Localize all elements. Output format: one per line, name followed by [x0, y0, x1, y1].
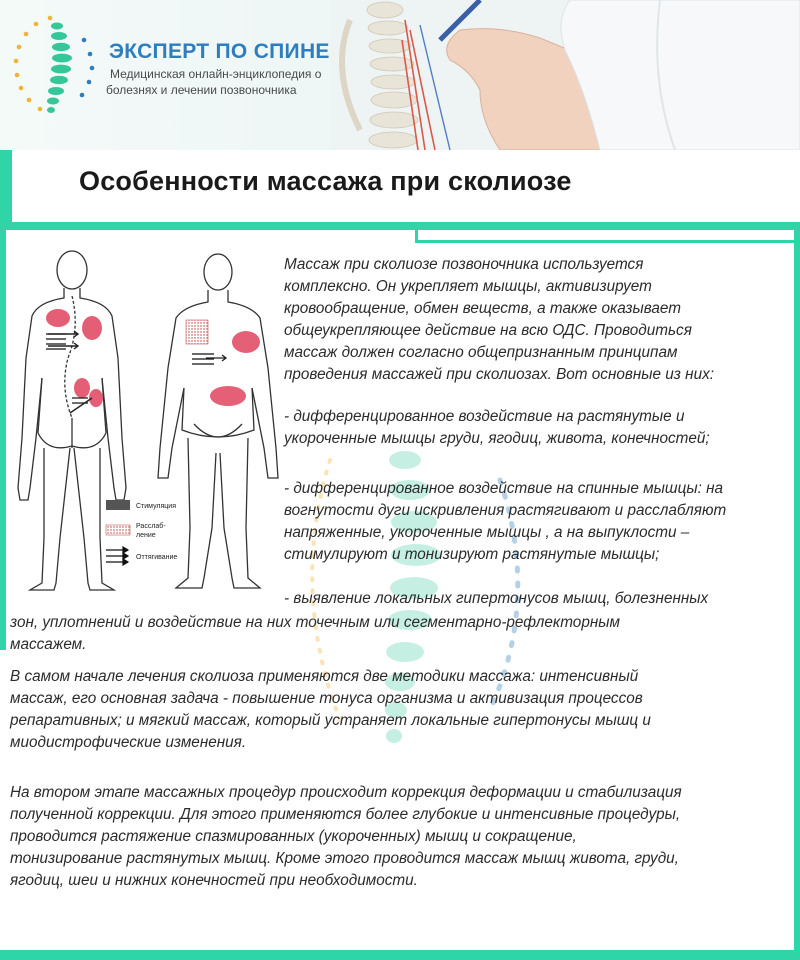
arrows-swatch: [106, 547, 128, 565]
legend-label-traction: Оттягивание: [136, 554, 178, 561]
text-line: миодистрофические изменения.: [10, 734, 247, 751]
frame-divider: [415, 230, 418, 243]
front-dotted-area: [186, 320, 208, 344]
dotted-swatch: [106, 525, 130, 535]
back-arrows: [48, 331, 92, 413]
text-line: массажем.: [10, 636, 87, 653]
text-line: - дифференцированное воздействие на спинные мышцы: на: [284, 480, 724, 497]
text-line: кровообращение, обмен веществ, а также оказывает: [284, 300, 681, 317]
text-line: проведения массажей при сколиозах. Вот основные из них:: [284, 366, 714, 383]
methods-paragraph: [10, 666, 790, 754]
text-line: массаж должен согласно общепризнанным принципам: [284, 344, 678, 361]
logo-subtitle-line: Медицинская онлайн-энциклопедия о: [110, 67, 322, 81]
massage-zones-figure: [8, 238, 280, 606]
back-marking: [46, 309, 103, 407]
spine-logo-icon: [10, 12, 100, 122]
text-line: зон, уплотнений и воздействие на них точечным или сегментарно-рефлекторным: [10, 614, 620, 631]
legend-label-relaxation: ление: [136, 532, 156, 539]
doctor-spine-photo: [330, 0, 800, 150]
text-line: ягодиц, шеи и нижних конечностей при необходимости.: [10, 872, 418, 889]
text-line: укороченные мышцы груди, ягодиц, живота, конечностей;: [284, 430, 710, 447]
logo-subtitle: [106, 66, 321, 98]
text-line: комплексно. Он укрепляет мышцы, активизирует: [284, 278, 652, 295]
text-line: - дифференцированное воздействие на растянутые и: [284, 408, 685, 425]
text-line: На втором этапе массажных процедур происходит коррекция деформации и стабилизация: [10, 784, 682, 801]
intro-paragraph: [284, 254, 792, 386]
front-hatch: [192, 354, 214, 364]
text-line: Массаж при сколиозе позвоночника используется: [284, 256, 644, 273]
text-line: полученной коррекции. Для этого применяются более глубокие и интенсивные процедуры,: [10, 806, 681, 823]
front-arrows: [206, 355, 226, 361]
header-banner: [0, 0, 800, 150]
bullet-item: [284, 478, 792, 566]
bullet-item: [284, 406, 792, 450]
text-line: проводится растяжение спазмированных (укороченных) мышц и сокращение,: [10, 828, 577, 845]
text-line: массаж, его основная задача - повышение тонуса организма и активизация процессов: [10, 690, 643, 707]
dark-hatch-swatch: [106, 500, 130, 510]
frame-border-left: [0, 230, 6, 650]
text-line: - выявление локальных гипертонусов мышц, болезненных: [284, 590, 709, 607]
logo-subtitle-line: болезнях и лечении позвоночника: [106, 83, 297, 97]
page-title: Особенности массажа при сколиозе: [79, 166, 572, 196]
back-view-body: [18, 251, 126, 590]
second-stage-paragraph: [10, 782, 790, 892]
text-line: В самом начале лечения сколиоза применяются две методики массажа: интенсивный: [10, 668, 639, 685]
figure-legend: [106, 500, 177, 565]
text-line: стимулируют и тонизируют растянутые мышцы;: [284, 546, 660, 563]
bullet-item: [284, 588, 792, 610]
frame-divider: [415, 240, 800, 243]
bullet-item-continued: [10, 612, 790, 656]
logo-title: ЭКСПЕРТ ПО СПИНЕ: [109, 40, 330, 63]
front-view-body: [158, 254, 278, 588]
legend-label-stimulation: Стимуляция: [136, 503, 176, 510]
text-line: вогнутости дуги искривления растягивают и расслабляют: [284, 502, 727, 519]
legend-label-relaxation: Расслаб-: [136, 523, 166, 530]
frame-border-right: [794, 230, 800, 960]
text-line: тонизирование растянутых мышц. Кроме этого проводится массаж мышц живота, груди,: [10, 850, 679, 867]
text-line: напряженные, укороченные мышцы , а на выпуклости –: [284, 524, 690, 541]
text-line: общеукрепляющее действие на всю ОДС. Проводиться: [284, 322, 692, 339]
text-line: репаративных; и мягкий массаж, который устраняет локальные гипертонусы мышц и: [10, 712, 651, 729]
frame-border-bottom: [0, 950, 800, 960]
